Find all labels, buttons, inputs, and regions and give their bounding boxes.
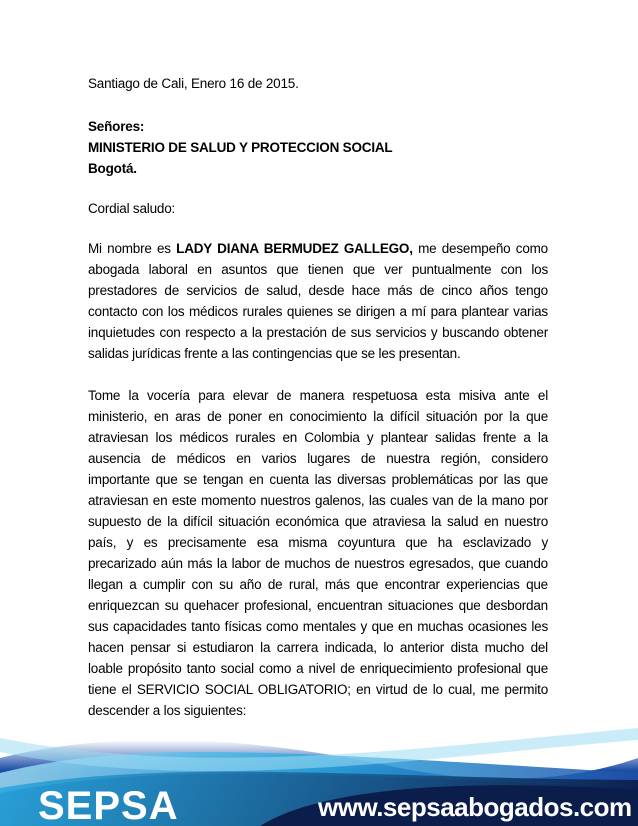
website-url[interactable]: www.sepsaabogados.com (318, 792, 632, 822)
paragraph-1-intro: Mi nombre es (88, 241, 177, 256)
recipient-city: Bogotá. (88, 161, 137, 176)
letter-date: Santiago de Cali, Enero 16 de 2015. (88, 76, 299, 91)
paragraph-1 (88, 238, 548, 364)
recipient-organization: MINISTERIO DE SALUD Y PROTECCION SOCIAL (88, 140, 393, 155)
paragraph-2: Tome la vocería para elevar de manera respetuosa esta misiva ante el ministerio, en aras de poner en conocimiento la difícil situación por la que atraviesan los médicos rurales en Colombia y plantear salidas frente a la ausencia de médicos en varios lugares de nuestra región, considero importante que se tengan en cuenta las diversas problemáticas por las que atraviesan en este momento nuestros galenos, las cuales van de la mano por supuesto de la difícil situación económica que atraviesa la salud en nuestro país, y es precisamente esa misma coyuntura que ha esclavizado y precarizado aún más la labor de muchos de nuestros egresados, que cuando llegan a cumplir con su año de rural, más que encontrar experiencias que enriquezcan su quehacer profesional, encuentran situaciones que desbordan sus capacidades tanto físicas como mentales y que en muchas ocasiones les hacen pensar si estudiaron la carrera indicada, lo anterior dista mucho del loable propósito tanto social como a nivel de enriquecimiento profesional que tiene el SERVICIO SOCIAL OBLIGATORIO; en virtud de lo cual, me permito descender a los siguientes: (88, 388, 548, 718)
paragraph-1-rest: me desempeño como abogada laboral en asuntos que tienen que ver puntualmente con los prestadores de servicios de salud, desde hace más de cinco años tengo contacto con los médicos rurales quienes se dirigen a mí para plantear varias inquietudes con respecto a la prestación de sus servicios y buscando obtener salidas jurídicas frente a las contingencias que se les presentan. (88, 241, 548, 361)
recipient-block (88, 116, 548, 179)
brand-logo-text: SEPSA (38, 784, 179, 826)
greeting: Cordial saludo: (88, 201, 176, 216)
footer-banner (0, 718, 638, 826)
author-name: LADY DIANA BERMUDEZ GALLEGO, (176, 241, 413, 256)
recipient-salutation: Señores: (88, 119, 145, 134)
